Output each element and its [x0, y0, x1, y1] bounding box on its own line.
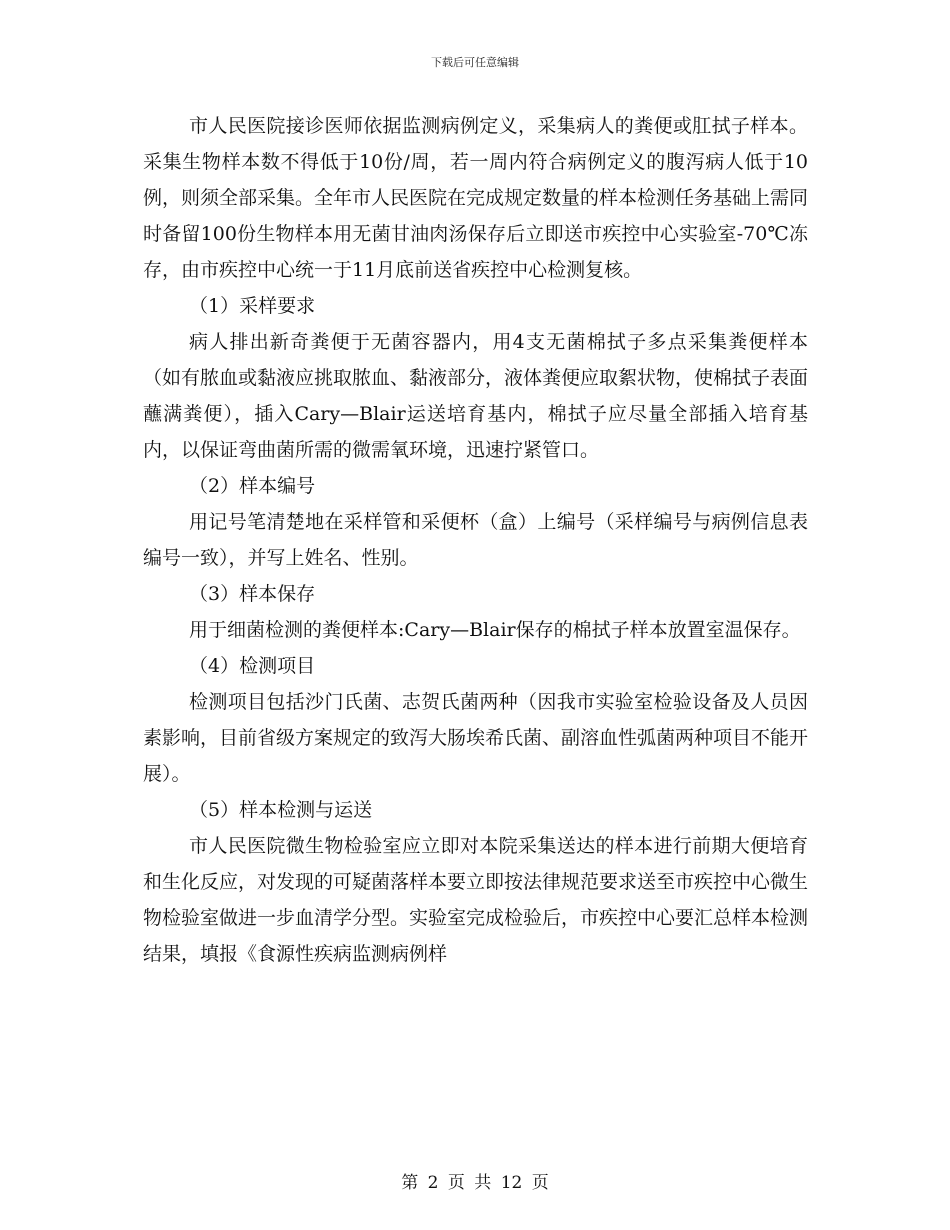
- page-number-footer: 第 2 页 共 12 页: [401, 1173, 549, 1193]
- page-header: 下载后可任意编辑: [431, 56, 519, 69]
- section-heading-sample-numbering: （2）样本编号: [189, 475, 316, 497]
- section-heading-sampling-requirements: （1）采样要求: [189, 295, 316, 317]
- paragraph-sample-numbering: 用记号笔清楚地在采样管和采便杯（盒）上编号（采样编号与病例信息表编号一致），并写上姓名、性别。: [143, 511, 808, 569]
- paragraph-testing-and-transport: 市人民医院微生物检验室应立即对本院采集送达的样本进行前期大便培育和生化反应，对发现的可疑菌落样本要立即按法律规范要求送至市疾控中心微生物检验室做进一步血清学分型。实验室完成检验后，市疾控中心要汇总样本检测结果，填报《食源性疾病监测病例样: [143, 835, 809, 965]
- paragraph-sampling-requirements: 病人排出新奇粪便于无菌容器内，用4支无菌棉拭子多点采集粪便样本（如有脓血或黏液应挑取脓血、黏液部分，液体粪便应取絮状物，使棉拭子表面蘸满粪便），插入Cary—Blair运送培育基内，棉拭子应尽量全部插入培育基内，以保证弯曲菌所需的微需氧环境，迅速拧紧管口。: [143, 331, 809, 461]
- section-heading-testing-and-transport: （5）样本检测与运送: [189, 799, 373, 821]
- paragraph-sample-collection-intro: 市人民医院接诊医师依据监测病例定义，采集病人的粪便或肛拭子样本。采集生物样本数不得低于10份/周，若一周内符合病例定义的腹泻病人低于10例，则须全部采集。全年市人民医院在完成规定数量的样本检测任务基础上需同时备留100份生物样本用无菌甘油肉汤保存后立即送市疾控中心实验室-70℃冻存，由市疾控中心统一于11月底前送省疾控中心检测复核。: [143, 115, 809, 281]
- document-body: [143, 108, 808, 972]
- section-heading-test-items: （4）检测项目: [189, 655, 316, 677]
- section-heading-sample-storage: （3）样本保存: [189, 583, 316, 605]
- paragraph-sample-storage: 用于细菌检测的粪便样本:Cary—Blair保存的棉拭子样本放置室温保存。: [189, 619, 801, 641]
- paragraph-test-items: 检测项目包括沙门氏菌、志贺氏菌两种（因我市实验室检验设备及人员因素影响，目前省级方案规定的致泻大肠埃希氏菌、副溶血性弧菌两种项目不能开展）。: [143, 691, 809, 785]
